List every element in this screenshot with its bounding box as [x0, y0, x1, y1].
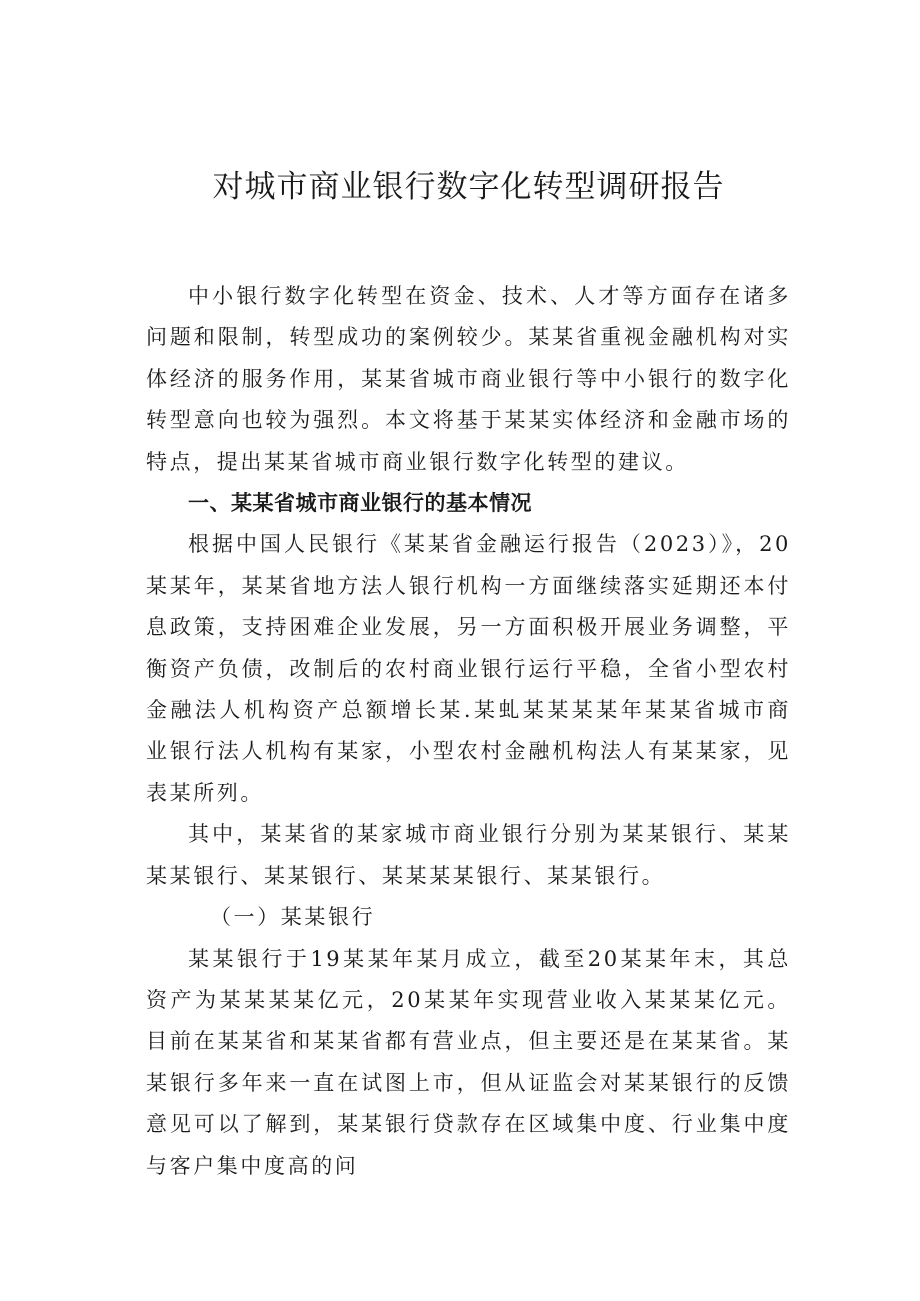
document-body [146, 160, 791, 1187]
subsection-paragraph-bank-profile: 某某银行于19某某年某月成立，截至20某某年末，其总资产为某某某某亿元，20某某年实现营业收入某某某亿元。目前在某某省和某某省都有营业点，但主要还是在某某省。某某银行多年来一直在试图上市，但从证监会对某某银行的反馈意见可以了解到，某某银行贷款存在区域集中度、行业集中度与客户集中度高的问 [146, 946, 791, 1178]
section-paragraph-bank-list: 其中，某某省的某家城市商业银行分别为某某银行、某某某某银行、某某银行、某某某某银行、某某银行。 [146, 822, 791, 888]
intro-paragraph: 中小银行数字化转型在资金、技术、人才等方面存在诸多问题和限制，转型成功的案例较少。某某省重视金融机构对实体经济的服务作用，某某省城市商业银行等中小银行的数字化转型意向也较为强烈。本文将基于某某实体经济和金融市场的特点，提出某某省城市商业银行数字化转型的建议。 [146, 284, 791, 474]
section-heading-basic-situation: 一、某某省城市商业银行的基本情况 [188, 491, 532, 516]
section-paragraph-financial-report: 根据中国人民银行《某某省金融运行报告（2023）》，20某某年，某某省地方法人银行机构一方面继续落实延期还本付息政策，支持困难企业发展，另一方面积极开展业务调整，平衡资产负债，改制后的农村商业银行运行平稳，全省小型农村金融法人机构资产总额增长某.某虬某某某某年某某省城市商业银行法人机构有某家，小型农村金融机构法人有某某家，见表某所列。 [146, 532, 791, 805]
document-title: 对城市商业银行数字化转型调研报告 [212, 169, 725, 205]
subsection-heading-bank: （一）某某银行 [210, 905, 376, 930]
